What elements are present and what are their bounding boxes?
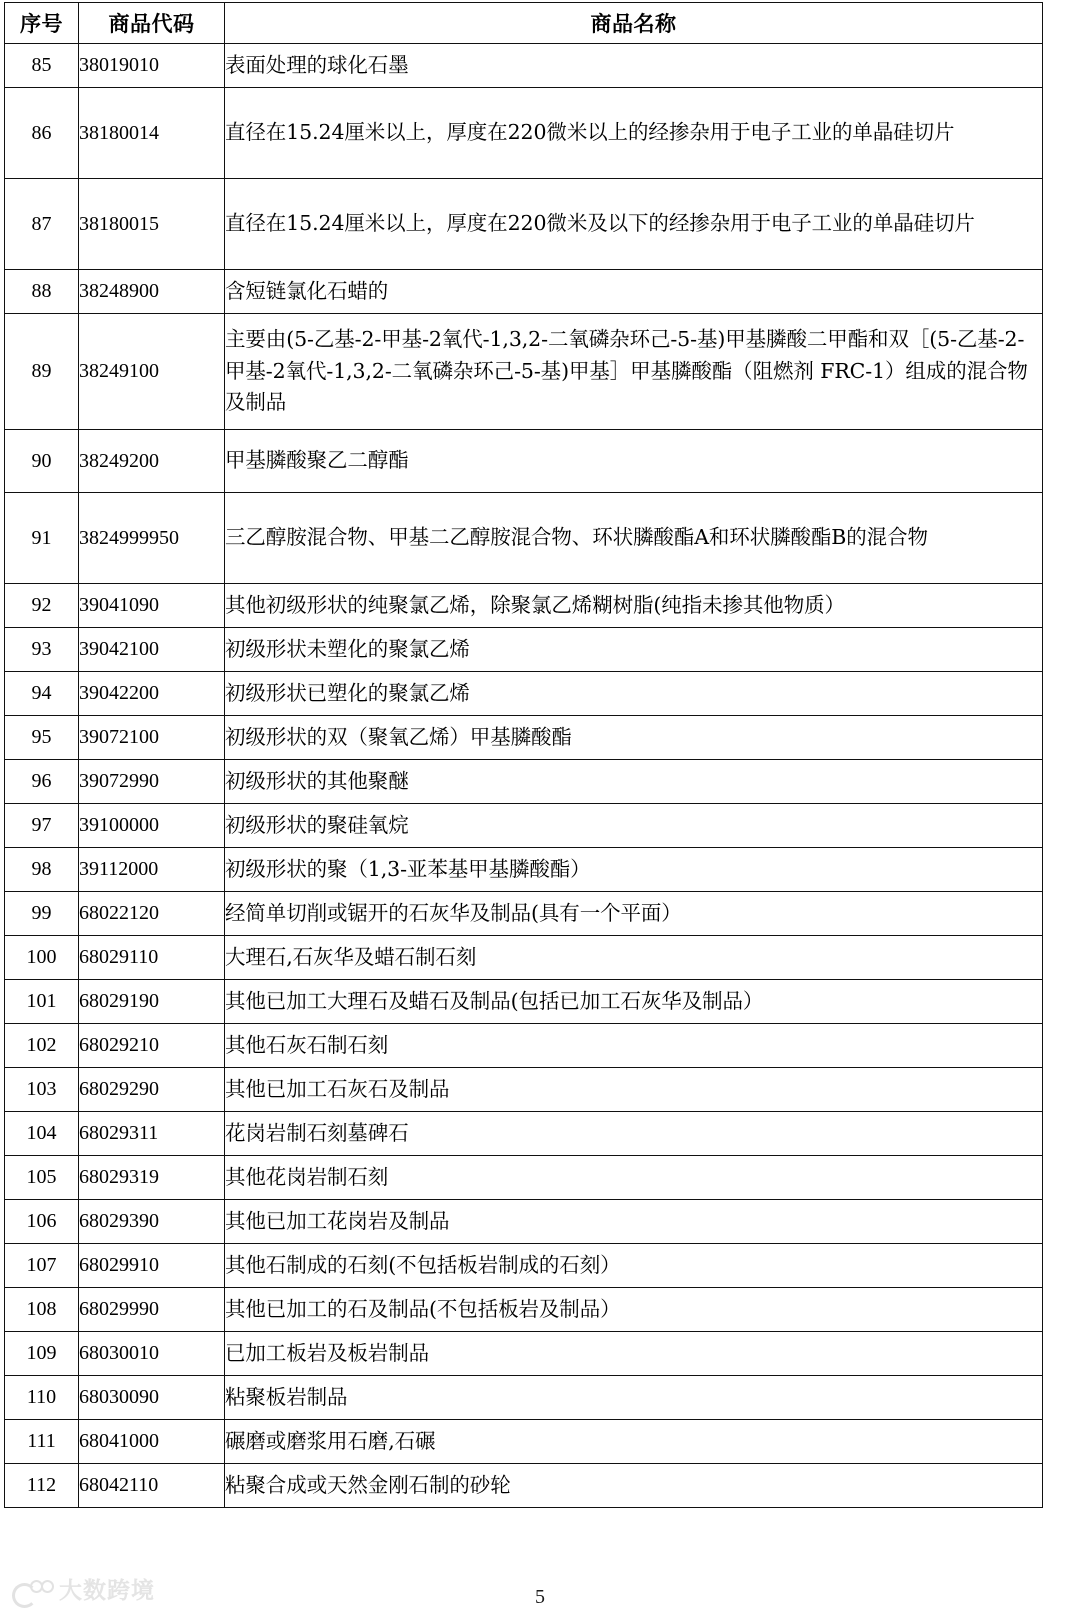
table-row: [5, 1420, 1043, 1464]
table-header-row: [5, 3, 1043, 44]
cell-commodity-code: 38249100: [79, 314, 225, 430]
cell-commodity-name: 直径在15.24厘米以上，厚度在220微米以上的经掺杂用于电子工业的单晶硅切片: [225, 88, 1043, 179]
cell-sequence-number: 85: [5, 44, 79, 88]
cell-commodity-code: 39041090: [79, 584, 225, 628]
cell-commodity-code: 38248900: [79, 270, 225, 314]
cell-commodity-code: 68029311: [79, 1112, 225, 1156]
cell-commodity-code: 38180014: [79, 88, 225, 179]
cell-sequence-number: 112: [5, 1464, 79, 1508]
table-row: [5, 1288, 1043, 1332]
cell-sequence-number: 99: [5, 892, 79, 936]
cell-sequence-number: 106: [5, 1200, 79, 1244]
table-row: [5, 430, 1043, 493]
cell-sequence-number: 108: [5, 1288, 79, 1332]
cell-commodity-name: 初级形状已塑化的聚氯乙烯: [225, 672, 1043, 716]
cell-sequence-number: 109: [5, 1332, 79, 1376]
cell-commodity-code: 39042200: [79, 672, 225, 716]
column-header-name: 商品名称: [225, 3, 1043, 44]
cell-sequence-number: 92: [5, 584, 79, 628]
cell-commodity-name: 初级形状的其他聚醚: [225, 760, 1043, 804]
table-row: [5, 628, 1043, 672]
cell-commodity-name: 表面处理的球化石墨: [225, 44, 1043, 88]
cell-sequence-number: 89: [5, 314, 79, 430]
cell-commodity-name: 经简单切削或锯开的石灰华及制品(具有一个平面）: [225, 892, 1043, 936]
cell-commodity-name: 其他已加工石灰石及制品: [225, 1068, 1043, 1112]
cell-sequence-number: 107: [5, 1244, 79, 1288]
cell-commodity-name: 其他已加工大理石及蜡石及制品(包括已加工石灰华及制品）: [225, 980, 1043, 1024]
cell-commodity-name: 其他花岗岩制石刻: [225, 1156, 1043, 1200]
cell-commodity-name: 碾磨或磨浆用石磨,石碾: [225, 1420, 1043, 1464]
cell-sequence-number: 94: [5, 672, 79, 716]
cell-commodity-code: 68029190: [79, 980, 225, 1024]
cell-commodity-code: 68029319: [79, 1156, 225, 1200]
cell-commodity-code: 68041000: [79, 1420, 225, 1464]
cell-commodity-code: 68042110: [79, 1464, 225, 1508]
table-row: [5, 88, 1043, 179]
table-row: [5, 980, 1043, 1024]
cell-commodity-name: 三乙醇胺混合物、甲基二乙醇胺混合物、环状膦酸酯A和环状膦酸酯B的混合物: [225, 493, 1043, 584]
watermark-label: 大数跨境: [59, 1578, 155, 1604]
cell-sequence-number: 111: [5, 1420, 79, 1464]
column-header-seq: 序号: [5, 3, 79, 44]
cell-commodity-name: 直径在15.24厘米以上，厚度在220微米及以下的经掺杂用于电子工业的单晶硅切片: [225, 179, 1043, 270]
cell-commodity-name: 其他石制成的石刻(不包括板岩制成的石刻）: [225, 1244, 1043, 1288]
table-row: [5, 1112, 1043, 1156]
table-row: [5, 672, 1043, 716]
table-row: [5, 1332, 1043, 1376]
cell-commodity-code: 38249200: [79, 430, 225, 493]
cell-commodity-name: 已加工板岩及板岩制品: [225, 1332, 1043, 1376]
cell-commodity-code: 68029290: [79, 1068, 225, 1112]
cell-commodity-name: 大理石,石灰华及蜡石制石刻: [225, 936, 1043, 980]
table-row: [5, 1024, 1043, 1068]
cell-sequence-number: 96: [5, 760, 79, 804]
cell-commodity-name: 含短链氯化石蜡的: [225, 270, 1043, 314]
cell-commodity-code: 38180015: [79, 179, 225, 270]
table-row: [5, 179, 1043, 270]
cell-commodity-name: 甲基膦酸聚乙二醇酯: [225, 430, 1043, 493]
cell-sequence-number: 91: [5, 493, 79, 584]
cell-commodity-code: 39072990: [79, 760, 225, 804]
cell-sequence-number: 98: [5, 848, 79, 892]
cell-commodity-code: 39072100: [79, 716, 225, 760]
cell-commodity-name: 粘聚板岩制品: [225, 1376, 1043, 1420]
table-row: [5, 493, 1043, 584]
table-row: [5, 804, 1043, 848]
table-row: [5, 1244, 1043, 1288]
table-row: [5, 1156, 1043, 1200]
cell-commodity-code: 68029910: [79, 1244, 225, 1288]
cell-commodity-code: 3824999950: [79, 493, 225, 584]
cell-commodity-code: 39042100: [79, 628, 225, 672]
cell-sequence-number: 86: [5, 88, 79, 179]
page-number: 5: [535, 1586, 545, 1608]
cell-commodity-code: 68029210: [79, 1024, 225, 1068]
cell-commodity-name: 其他初级形状的纯聚氯乙烯，除聚氯乙烯糊树脂(纯指未掺其他物质）: [225, 584, 1043, 628]
cell-sequence-number: 103: [5, 1068, 79, 1112]
cell-commodity-name: 其他已加工花岗岩及制品: [225, 1200, 1043, 1244]
cell-commodity-code: 68029390: [79, 1200, 225, 1244]
cell-sequence-number: 110: [5, 1376, 79, 1420]
cell-commodity-code: 68022120: [79, 892, 225, 936]
cell-sequence-number: 104: [5, 1112, 79, 1156]
cell-sequence-number: 88: [5, 270, 79, 314]
table-row: [5, 270, 1043, 314]
cell-commodity-name: 初级形状的聚（1,3-亚苯基甲基膦酸酯）: [225, 848, 1043, 892]
table-row: [5, 314, 1043, 430]
cell-commodity-code: 38019010: [79, 44, 225, 88]
cell-commodity-name: 其他石灰石制石刻: [225, 1024, 1043, 1068]
cell-commodity-name: 初级形状的聚硅氧烷: [225, 804, 1043, 848]
table-header: [5, 3, 1043, 44]
cell-sequence-number: 97: [5, 804, 79, 848]
table-row: [5, 1200, 1043, 1244]
cell-sequence-number: 95: [5, 716, 79, 760]
cell-sequence-number: 90: [5, 430, 79, 493]
cell-commodity-name: 初级形状未塑化的聚氯乙烯: [225, 628, 1043, 672]
cell-sequence-number: 87: [5, 179, 79, 270]
cell-commodity-code: 39100000: [79, 804, 225, 848]
cell-commodity-name: 其他已加工的石及制品(不包括板岩及制品）: [225, 1288, 1043, 1332]
cell-sequence-number: 105: [5, 1156, 79, 1200]
cell-sequence-number: 93: [5, 628, 79, 672]
cell-commodity-name: 主要由(5-乙基-2-甲基-2氧代-1,3,2-二氧磷杂环己-5-基)甲基膦酸二甲酯和双［(5-乙基-2-甲基-2氧代-1,3,2-二氧磷杂环己-5-基)甲基］甲基膦酸酯（阻燃剂 FRC-1）组成的混合物及制品: [225, 314, 1043, 430]
cell-commodity-name: 初级形状的双（聚氧乙烯）甲基膦酸酯: [225, 716, 1043, 760]
table-row: [5, 1464, 1043, 1508]
table-row: [5, 44, 1043, 88]
table-row: [5, 1376, 1043, 1420]
table-row: [5, 1068, 1043, 1112]
table-row: [5, 584, 1043, 628]
table-row: [5, 892, 1043, 936]
cell-commodity-code: 68030010: [79, 1332, 225, 1376]
cell-commodity-code: 68029110: [79, 936, 225, 980]
cell-commodity-code: 68030090: [79, 1376, 225, 1420]
cell-commodity-code: 68029990: [79, 1288, 225, 1332]
cell-commodity-name: 粘聚合成或天然金刚石制的砂轮: [225, 1464, 1043, 1508]
goods-catalog-table: [4, 2, 1043, 1508]
column-header-code: 商品代码: [79, 3, 225, 44]
cell-commodity-code: 39112000: [79, 848, 225, 892]
table-row: [5, 716, 1043, 760]
table-row: [5, 936, 1043, 980]
cell-commodity-name: 花岗岩制石刻墓碑石: [225, 1112, 1043, 1156]
table-body: [5, 44, 1043, 1508]
table-row: [5, 848, 1043, 892]
cell-sequence-number: 100: [5, 936, 79, 980]
cell-sequence-number: 102: [5, 1024, 79, 1068]
cell-sequence-number: 101: [5, 980, 79, 1024]
table-row: [5, 760, 1043, 804]
